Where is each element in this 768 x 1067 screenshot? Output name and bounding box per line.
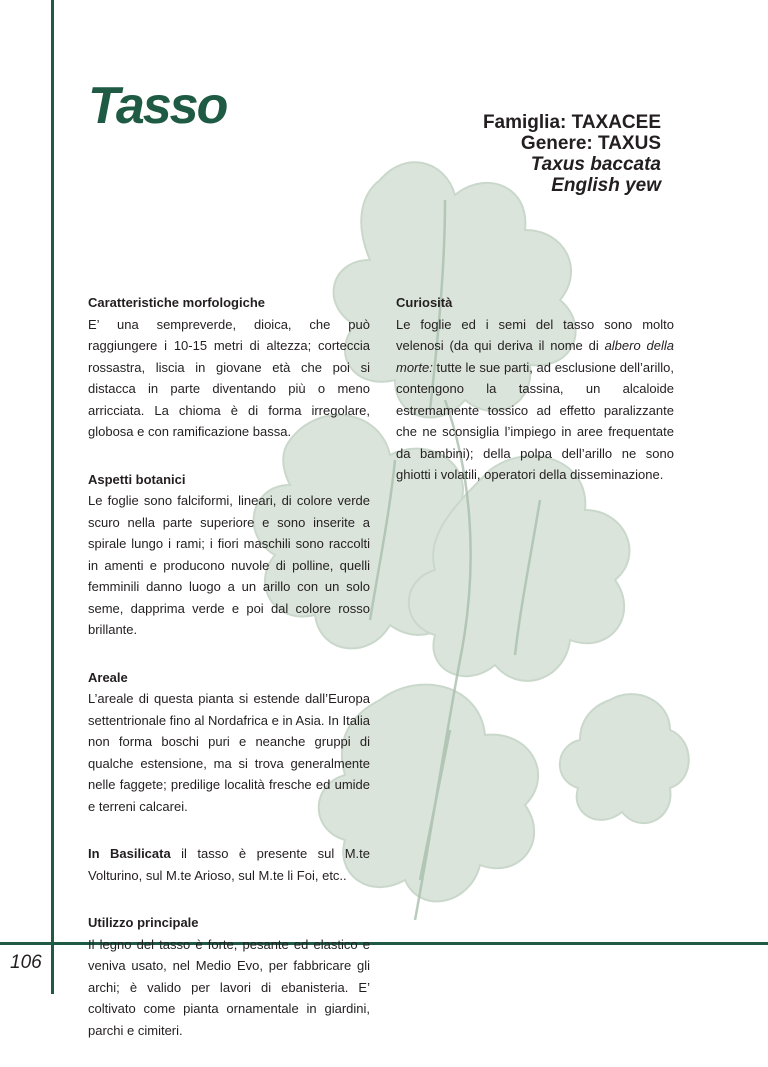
- section-body: L’areale di questa pianta si estende dall’Europa settentrionale fino al Nordafrica e in Asia. In Italia non forma boschi puri e neanche gruppi di qualche estensione, ma si trova generalmente nelle faggete; predilige località fresche ed umide e terreni calcarei.: [88, 691, 370, 814]
- section-text: il tasso è presente sul M.te Volturino, sul M.te Arioso, sul M.te li Foi, etc..: [88, 846, 370, 883]
- section-body: Le foglie sono falciformi, lineari, di colore verde scuro nella parte superiore e sono inserite a spirale lungo i rami; i fiori maschili sono raccolti in amenti e producono nuvole di polline, quelli femminili danno luogo a un arillo con un solo seme, dapprima verde e poi dal colore rosso brillante.: [88, 493, 370, 637]
- section-utilizzo: [88, 912, 370, 1041]
- section-text: Le foglie ed i semi del tasso sono molto velenosi (da qui deriva il nome di: [396, 316, 674, 353]
- page-title: Tasso: [88, 77, 227, 135]
- section-areale: [88, 667, 370, 818]
- left-column: [88, 292, 370, 1067]
- taxonomy-block: [483, 112, 661, 196]
- genus-label: Genere: TAXUS: [520, 133, 661, 154]
- margin-rule-vertical: [51, 0, 54, 994]
- section-body: Il legno del tasso è forte, pesante ed elastico e veniva usato, nel Medio Evo, per fabbricare gli archi; è valido per lavori di ebanisteria. E’ coltivato come pianta ornamentale in giardini, parchi e cimiteri.: [88, 936, 370, 1038]
- section-botanica: [88, 469, 370, 641]
- section-heading: Areale: [88, 669, 128, 685]
- section-italic-term: albero della morte:: [396, 338, 675, 375]
- species-label: Taxus baccata: [530, 154, 661, 175]
- section-heading: Curiosità: [396, 295, 453, 310]
- right-column: [396, 292, 674, 512]
- family-label: Famiglia: TAXACEE: [482, 112, 661, 133]
- section-heading: Aspetti botanici: [88, 471, 186, 487]
- section-text: tutte le sue parti, ad esclusione dell’arillo, contengono la tassina, un alcaloide estremamente tossico ad effetto paralizzante che ne sconsiglia l’impiego in aree frequentate da bambini); della polpa dell’arillo ne sono ghiotti i volatili, operatori della disseminazione.: [396, 359, 674, 482]
- section-body: [88, 843, 370, 886]
- section-curiosita: [396, 292, 674, 486]
- section-heading: Utilizzo principale: [88, 915, 199, 930]
- page-number: 106: [10, 952, 42, 973]
- english-name-label: English yew: [551, 175, 661, 196]
- section-morfologia: [88, 292, 370, 443]
- section-body: [396, 314, 674, 486]
- section-body: E’ una sempreverde, dioica, che può raggiungere i 10-15 metri di altezza; corteccia rossastra, liscia in giovane età che poi si distacca in parte diventando più o meno arricciata. La chioma è di forma irregolare, globosa e con ramificazione bassa.: [88, 316, 370, 439]
- section-lead: In Basilicata: [88, 846, 171, 861]
- section-basilicata: [88, 843, 370, 886]
- section-heading: Caratteristiche morfologiche: [88, 295, 265, 310]
